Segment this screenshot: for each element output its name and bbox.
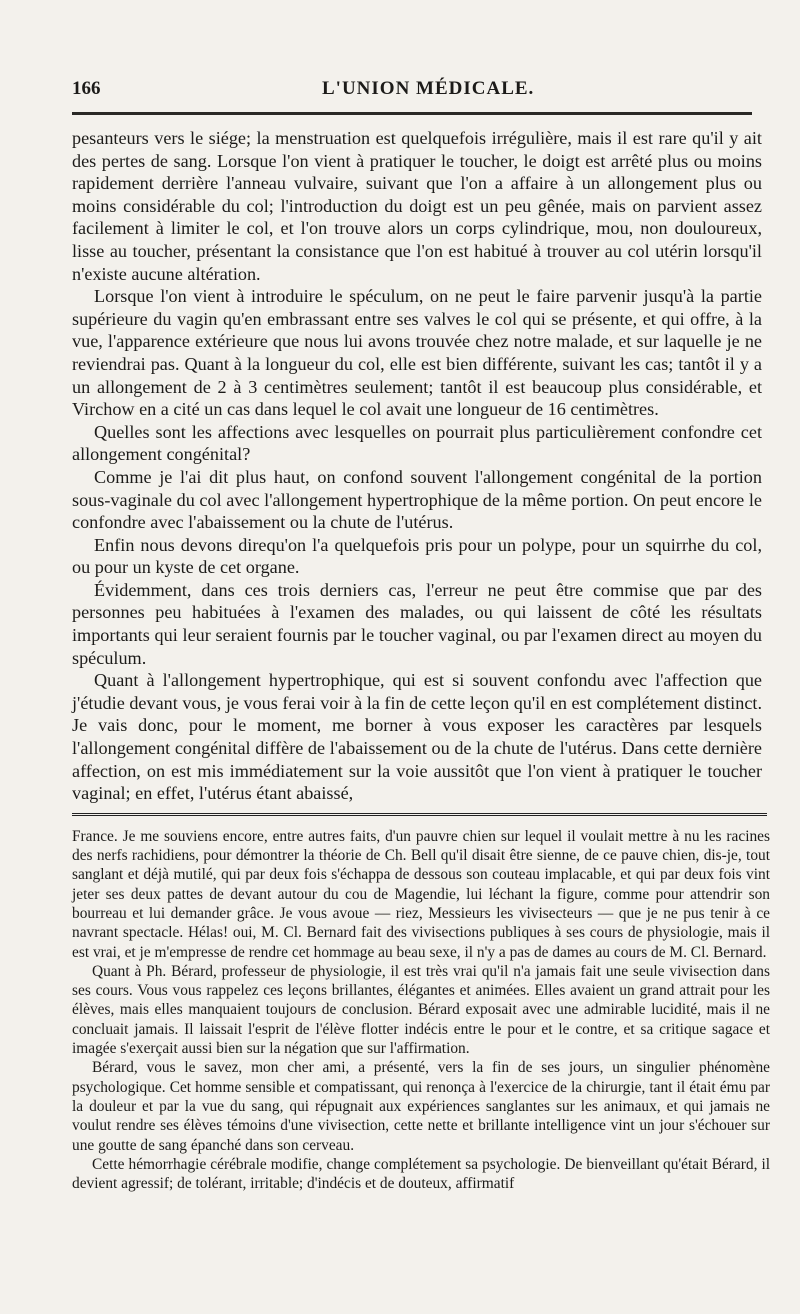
paragraph: Enfin nous devons direqu'on l'a quelquefois pris pour un polype, pour un squirrhe du col, ou pour un kyste de cet organe. xyxy=(72,534,762,578)
page-number: 166 xyxy=(72,78,101,99)
paragraph: Évidemment, dans ces trois derniers cas, l'erreur ne peut être commise que par des personnes peu habituées à l'examen des malades, ou qui laissent de côté les résultats importants qui leur seraient fournis par le toucher vaginal, ou par l'examen direct au moyen du spéculum. xyxy=(72,579,762,668)
paragraph: pesanteurs vers le siége; la menstruation est quelquefois irrégulière, mais il est rare qu'il y ait des pertes de sang. Lorsque l'on vient à pratiquer le toucher, le doigt est arrêté plus ou moins rapidement derrière l'anneau vulvaire, suivant que l'on a affaire à un allongement plus ou moins considérable du col; l'introduction du doigt est un peu gênée, mais on parvient assez facilement à limiter le col, et l'on trouve alors un corps cylindrique, mou, non douloureux, lisse au toucher, présentant la consistance que l'on est habitué à trouver au col utérin lorsqu'il n'existe aucune altération. xyxy=(72,128,762,284)
paragraph: Quelles sont les affections avec lesquelles on pourrait plus particulièrement confondre cet allongement congénital? xyxy=(72,421,762,465)
header-rule xyxy=(72,112,752,115)
footnote-text xyxy=(72,827,770,1194)
paragraph: Comme je l'ai dit plus haut, on confond souvent l'allongement congénital de la portion sous-vaginale du col avec l'allongement hypertrophique de la même portion. On peut encore le confondre avec l'abaissement ou la chute de l'utérus. xyxy=(72,466,762,533)
main-text xyxy=(72,127,762,805)
footnote-paragraph: Cette hémorrhagie cérébrale modifie, change complétement sa psychologie. De bienveillant qu'était Bérard, il devient agressif; de tolérant, irritable; d'indécis et de douteux, affirmatif xyxy=(72,1155,770,1193)
page-header xyxy=(72,78,762,104)
running-title: L'UNION MÉDICALE. xyxy=(322,78,535,99)
paragraph: Lorsque l'on vient à introduire le spéculum, on ne peut le faire parvenir jusqu'à la partie supérieure du vagin qu'en embrassant entre ses valves le col qui se présente, et qui offre, à la vue, l'apparence extérieure que nous lui avons trouvée chez notre malade, et sur laquelle je ne reviendrai pas. Quant à la longueur du col, elle est bien différente, suivant les cas; tantôt il y a un allongement de 2 à 3 centimètres seulement; tantôt il est beaucoup plus considérable, et Virchow en a cité un cas dans lequel le col avait une longueur de 16 centimètres. xyxy=(72,286,762,420)
footnote-separator xyxy=(72,813,767,817)
footnote-paragraph: Bérard, vous le savez, mon cher ami, a présenté, vers la fin de ses jours, un singulier phénomène psychologique. Cet homme sensible et compatissant, qui renonça à l'exercice de la chirurgie, tant il était ému par la douleur et par la vue du sang, qui répugnait aux expériences sanglantes sur les animaux, et qui jamais ne voulut rendre ses élèves témoins d'une vivisection, cette nette et brillante intelligence vint un jour s'échouer sur une goutte de sang épanché dans son cerveau. xyxy=(72,1059,770,1154)
footnote-paragraph: France. Je me souviens encore, entre autres faits, d'un pauvre chien sur lequel il voulait mettre à nu les racines des nerfs rachidiens, pour démontrer la théorie de Ch. Bell qu'il disait être sienne, de ce pauve chien, dis-je, tout sanglant et déjà mutilé, qui par deux fois s'échappa de dessous son couteau implacable, et qui par deux fois vint jeter ses deux pattes de devant autour du cou de Magendie, lui léchant la figure, comme pour attendrir son bourreau et lui demander grâce. Je vous avoue — riez, Messieurs les vivisecteurs — que je ne pus tenir à ce navrant spectacle. Hélas! oui, M. Cl. Bernard fait des vivisections publiques à ses cours de physiologie, mais il est vrai, et je m'empresse de rendre cet hommage au beau sexe, il n'y a pas de dames au cours de M. Cl. Bernard. xyxy=(72,827,770,961)
paragraph: Quant à l'allongement hypertrophique, qui est si souvent confondu avec l'affection que j'étudie devant vous, je vous ferai voir à la fin de cette leçon qu'il en est complétement distinct. Je vais donc, pour le moment, me borner à vous exposer les caractères par lesquels l'allongement congénital diffère de l'abaissement ou de la chute de l'utérus. Dans cette dernière affection, on est mis immédiatement sur la voie aussitôt que l'on vient à pratiquer le toucher vaginal; en effet, l'utérus étant abaissé, xyxy=(72,670,762,804)
footnote-paragraph: Quant à Ph. Bérard, professeur de physiologie, il est très vrai qu'il n'a jamais fait une seule vivisection dans ses cours. Vous vous rappelez ces leçons brillantes, élégantes et animées. Elles avaient un grand attrait pour les élèves, mais elles manquaient toujours de conclusion. Bérard exposait avec une admirable lucidité, mais il ne concluait jamais. Il laissait l'esprit de l'élève flotter indécis entre le pour et le contre, et sa critique sagace et imagée s'exerçait aussi bien sur la négation que sur l'affirmation. xyxy=(72,962,770,1058)
